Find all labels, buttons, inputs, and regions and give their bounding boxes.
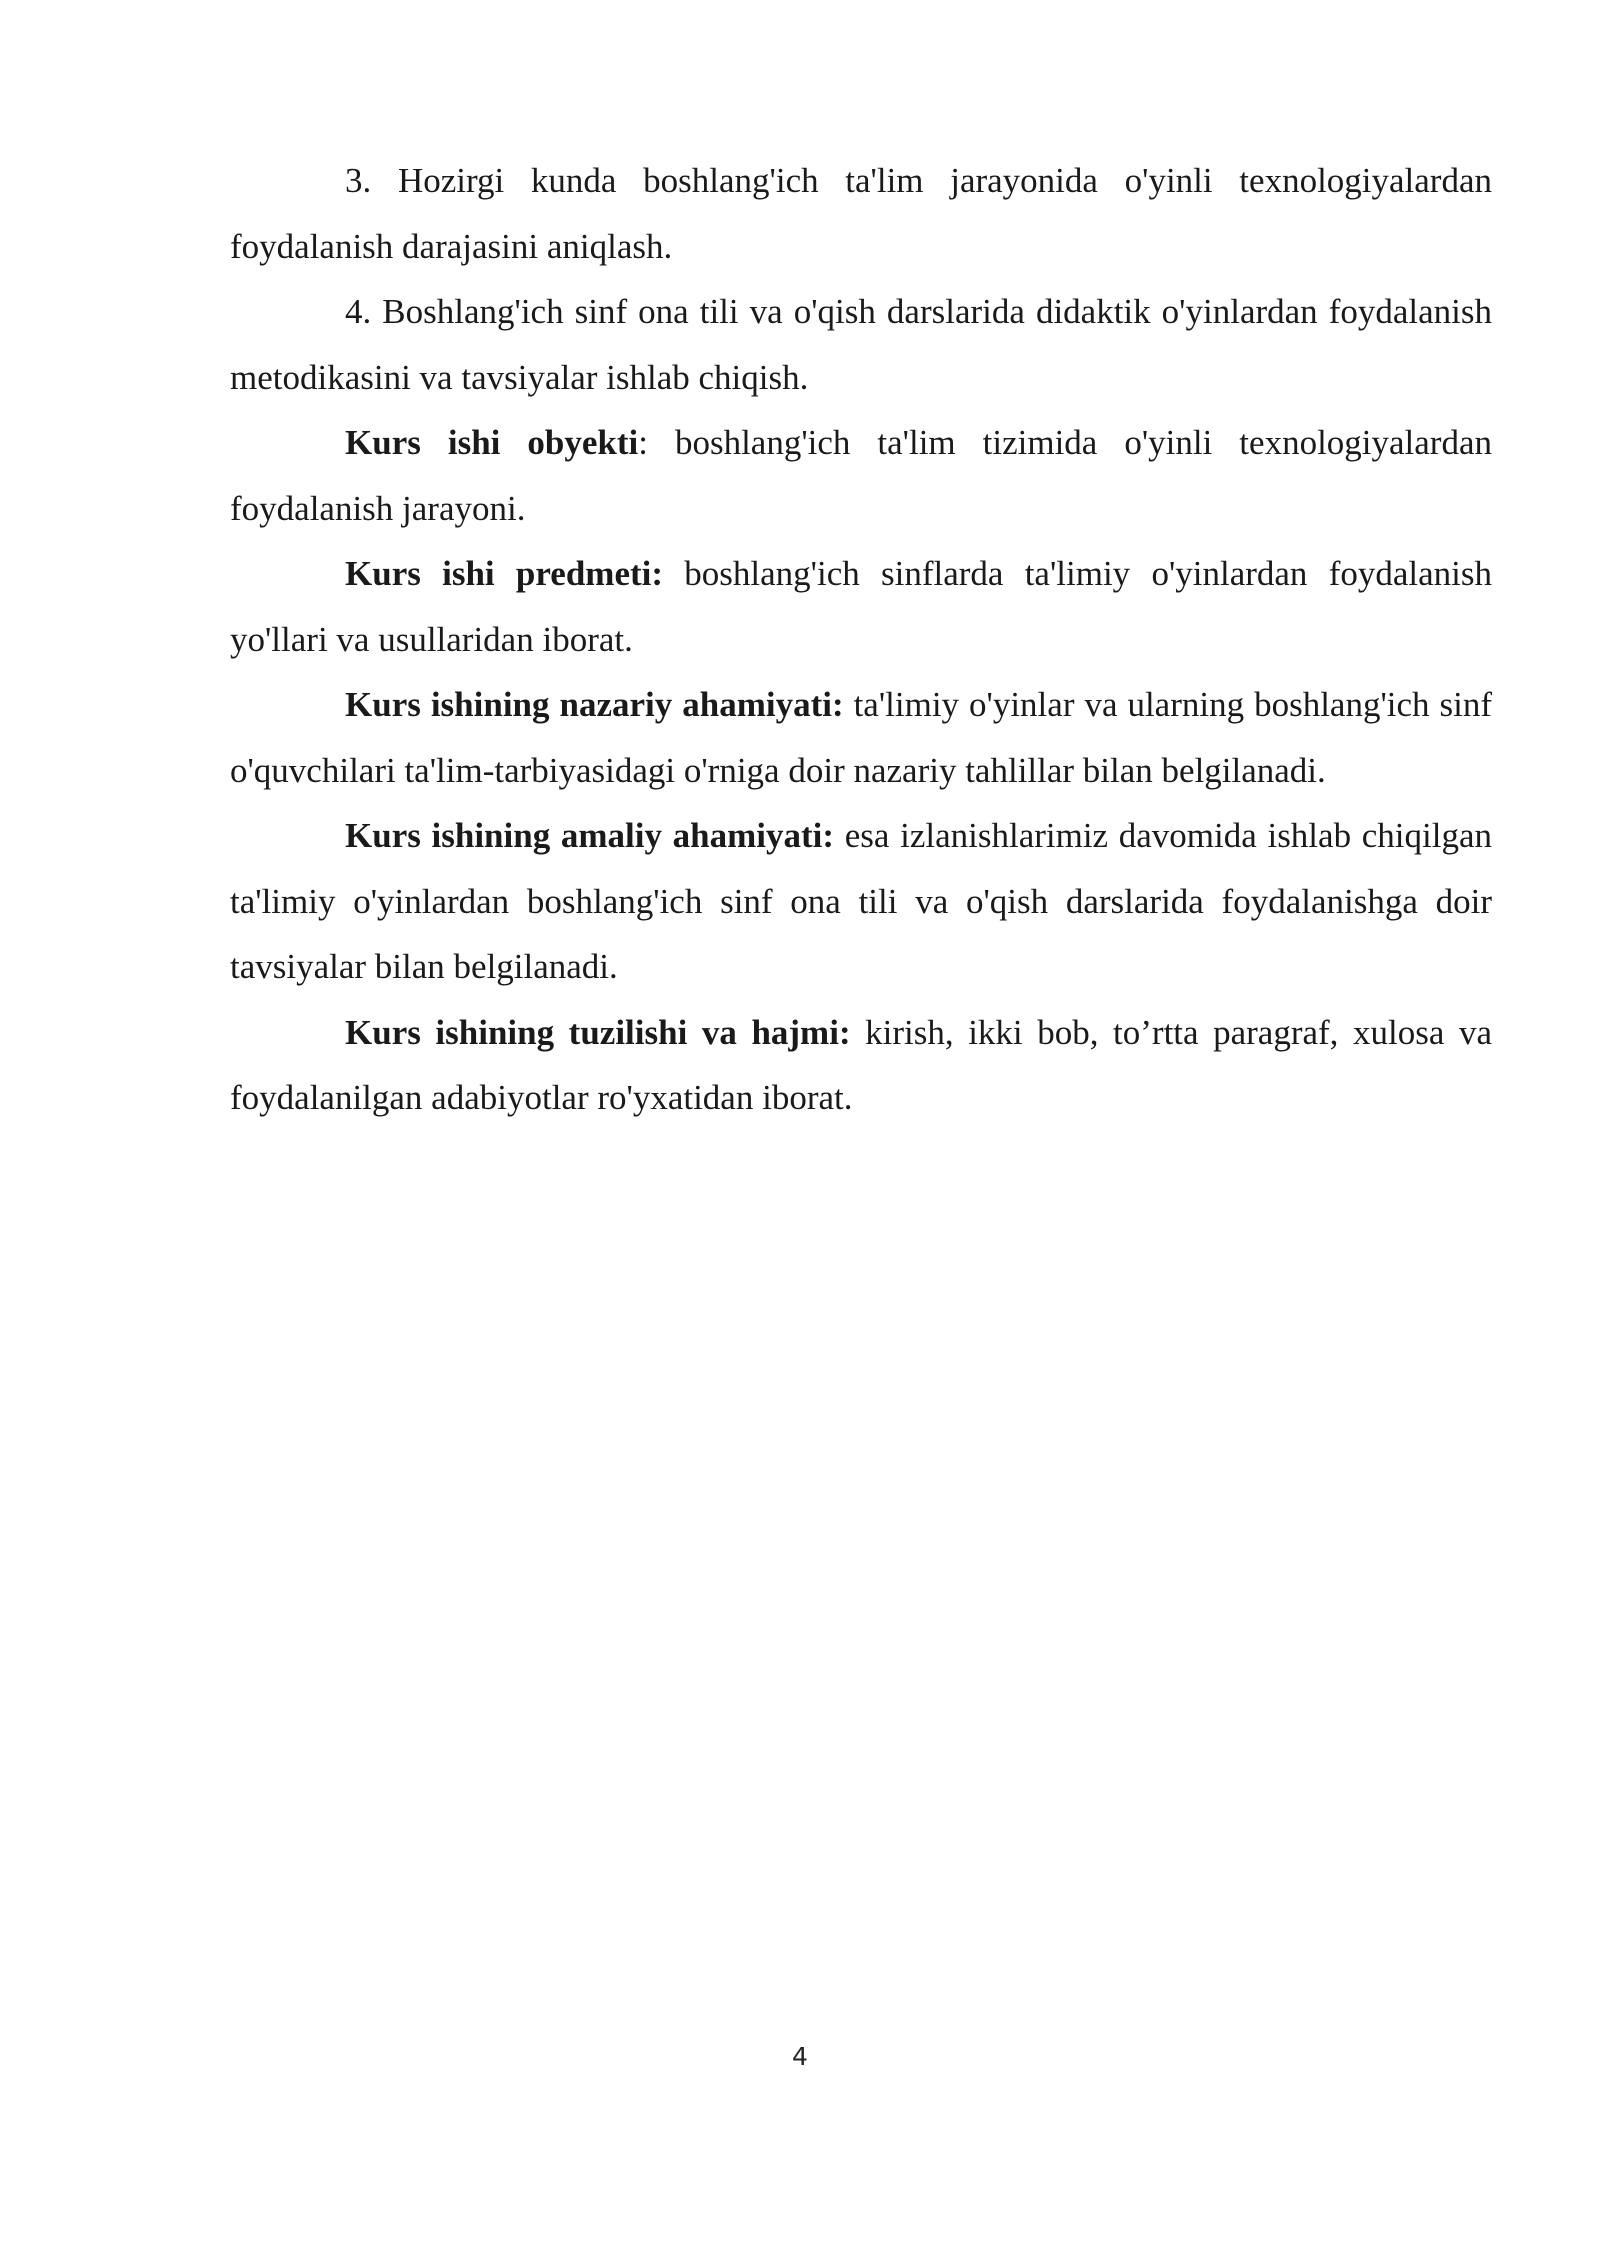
paragraph-task-3 (230, 148, 1492, 279)
paragraph-text: ta'limiy o'yinlar va ularning boshlang'ich sinf o'quvchilari ta'lim-tarbiyasidagi o'rniga doir nazariy tahlillar bilan belgilanadi. (230, 685, 1492, 790)
paragraph-text: : boshlang'ich ta'lim tizimida o'yinli texnologiyalardan foydalanish jarayoni. (230, 423, 1492, 528)
page-number: 4 (792, 2042, 808, 2071)
paragraph-text: 4. Boshlang'ich sinf ona tili va o'qish darslarida didaktik o'yinlardan foydalanish metodikasini va tavsiyalar ishlab chiqish. (230, 292, 1492, 397)
paragraph-practical-significance (230, 803, 1492, 1000)
paragraph-theoretical-significance (230, 672, 1492, 803)
paragraph-text: boshlang'ich sinflarda ta'limiy o'yinlardan foydalanish yo'llari va usullaridan iborat. (230, 554, 1492, 659)
page-body (230, 148, 1492, 1131)
paragraph-object (230, 410, 1492, 541)
paragraph-text: esa izlanishlarimiz davomida ishlab chiqilgan ta'limiy o'yinlardan boshlang'ich sinf ona tili va o'qish darslarida foydalanishga doir tavsiyalar bilan belgilanadi. (230, 816, 1492, 986)
paragraph-text: 3. Hozirgi kunda boshlang'ich ta'lim jarayonida o'yinli texnologiyalardan foydalanish darajasini aniqlash. (230, 161, 1492, 266)
paragraph-structure (230, 1000, 1492, 1131)
paragraph-subject (230, 541, 1492, 672)
paragraph-lead: Kurs ishi predmeti: (345, 554, 664, 593)
paragraph-task-4 (230, 279, 1492, 410)
paragraph-lead: Kurs ishi obyekti (345, 423, 639, 462)
paragraph-lead: Kurs ishining tuzilishi va hajmi: (345, 1012, 851, 1052)
paragraph-text: kirish, ikki bob, to’rtta paragraf, xulosa va foydalanilgan adabiyotlar ro'yxatidan iborat. (230, 1012, 1492, 1117)
paragraph-lead: Kurs ishining amaliy ahamiyati: (345, 816, 835, 855)
paragraph-lead: Kurs ishining nazariy ahamiyati: (345, 685, 844, 724)
